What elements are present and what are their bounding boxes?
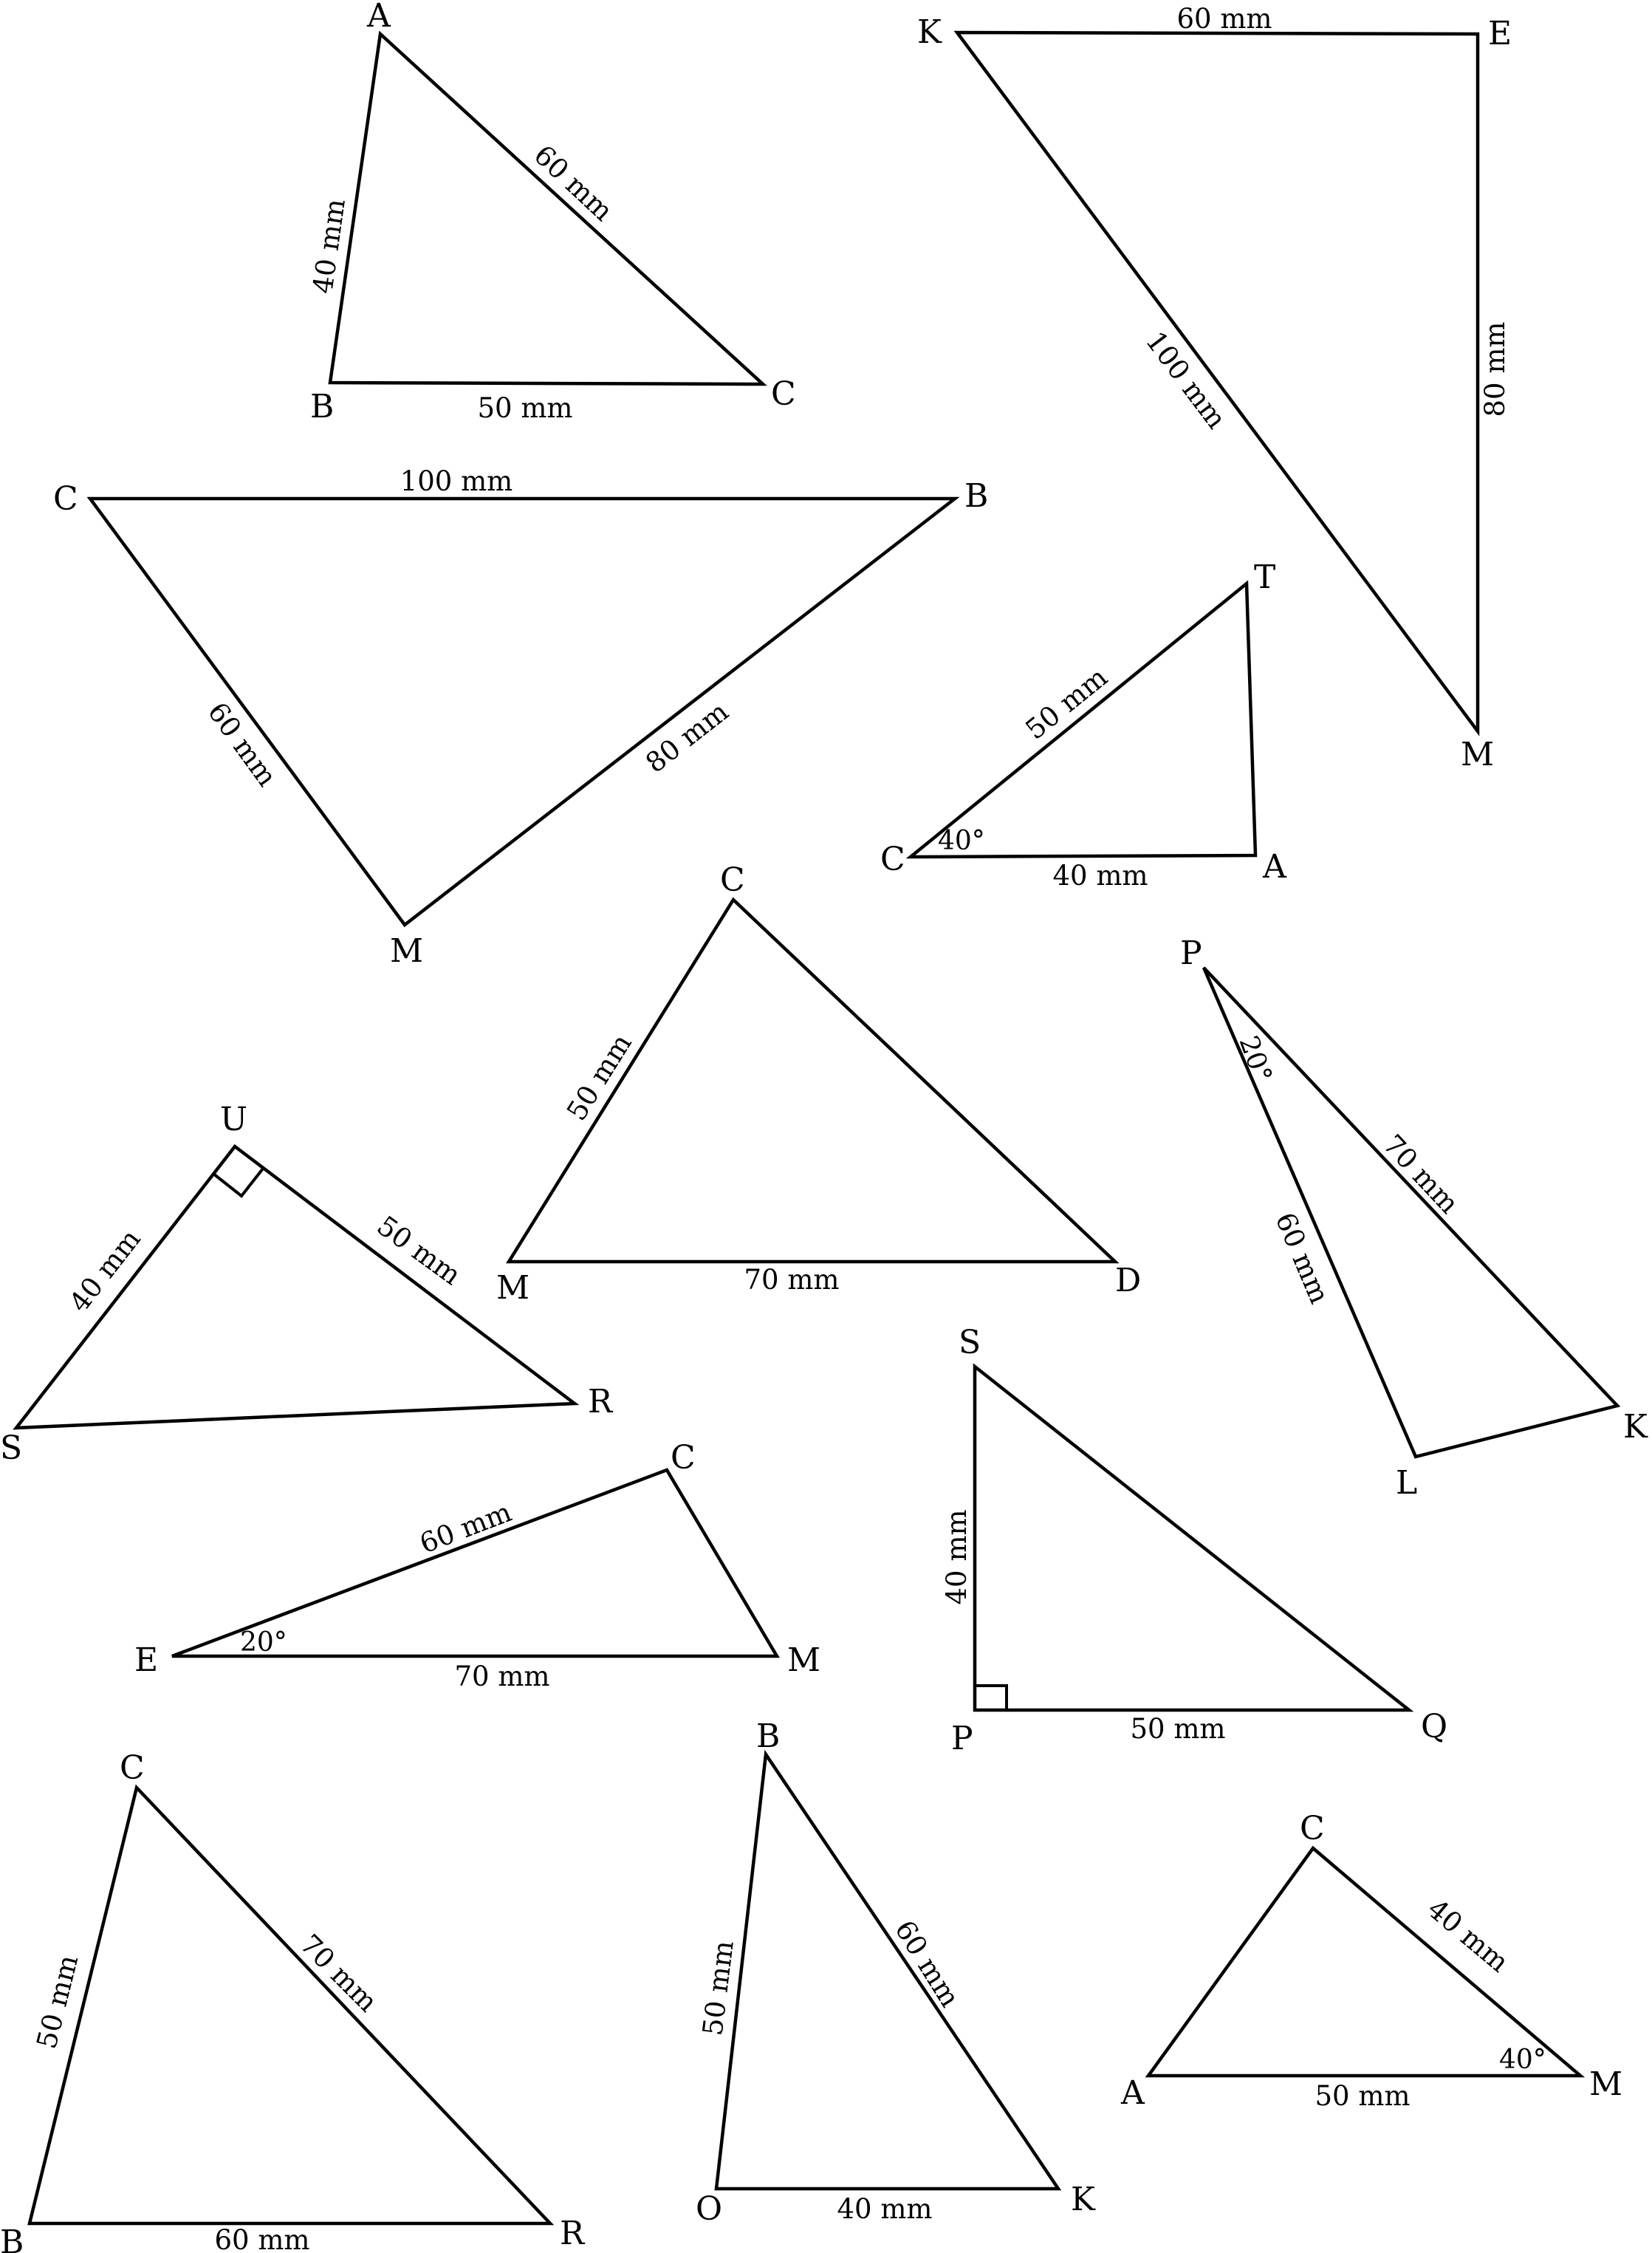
vertex-label: M (787, 1641, 821, 1679)
side-length-label: 50 mm (371, 1209, 467, 1292)
triangle-tca-outline (911, 584, 1255, 857)
vertex-label: C (53, 480, 78, 518)
vertex-label: P (1180, 934, 1202, 972)
angle-label: 20° (1233, 1032, 1278, 1087)
triangle-cbr-outline (30, 1788, 550, 2223)
triangle-spq-outline (975, 1367, 1409, 1710)
side-length-label: 50 mm (696, 1938, 740, 2038)
angle-label: 20° (240, 1627, 287, 1658)
vertex-label: R (588, 1383, 613, 1420)
triangle-cbr (0, 1749, 586, 2253)
right-angle-marker (213, 1169, 263, 1196)
vertex-label: T (1254, 558, 1276, 596)
vertex-label: E (1488, 15, 1512, 52)
side-length-label: 60 mm (1176, 3, 1272, 35)
vertex-label: K (917, 13, 942, 51)
triangle-kem (917, 3, 1512, 773)
vertex-label: R (560, 2215, 585, 2252)
vertex-label: B (0, 2223, 24, 2253)
side-length-label: 60 mm (1269, 1208, 1336, 1308)
side-length-label: 50 mm (30, 1952, 85, 2052)
side-length-label: 70 mm (294, 1928, 384, 2018)
triangle-bok (696, 1717, 1096, 2228)
triangle-kem-outline (957, 33, 1478, 731)
vertex-label: K (1071, 2181, 1095, 2218)
side-length-label: 40 mm (837, 2193, 933, 2225)
side-length-label: 60 mm (888, 1915, 967, 2013)
side-length-label: 60 mm (214, 2224, 310, 2253)
vertex-label: M (496, 1269, 530, 1307)
triangle-cbm (53, 465, 988, 970)
vertex-label: C (120, 1749, 145, 1787)
side-length-label: 70 mm (744, 1264, 840, 1296)
vertex-label: C (671, 1439, 696, 1477)
triangle-plk (1180, 934, 1648, 1502)
side-length-label: 50 mm (1315, 2080, 1411, 2112)
side-length-label: 50 mm (1130, 1713, 1226, 1745)
vertex-label: C (1300, 1810, 1325, 1847)
triangle-plk-outline (1204, 968, 1617, 1457)
vertex-label: E (134, 1641, 159, 1679)
triangle-cam-outline (1148, 1848, 1580, 2076)
vertex-label: C (880, 841, 905, 878)
vertex-label: C (720, 861, 745, 899)
vertex-label: A (1121, 2074, 1145, 2112)
vertex-label: S (0, 1429, 23, 1467)
right-angle-marker (975, 1686, 1007, 1710)
vertex-label: L (1396, 1464, 1418, 1502)
vertex-label: B (964, 477, 989, 515)
triangle-spq (941, 1324, 1447, 1757)
vertex-label: P (951, 1720, 973, 1757)
vertex-label: A (1263, 848, 1286, 886)
triangle-abc-outline (330, 34, 763, 384)
vertex-label: Q (1421, 1708, 1448, 1746)
side-length-label: 40 mm (306, 196, 352, 296)
angle-label: 40° (1499, 2045, 1546, 2075)
vertex-label: D (1115, 1262, 1142, 1299)
triangle-cem (134, 1439, 820, 1692)
triangle-bok-outline (716, 1754, 1058, 2189)
triangle-cam (1120, 1810, 1622, 2112)
vertex-label: S (959, 1324, 981, 1361)
triangle-cmd (496, 861, 1141, 1307)
side-length-label: 80 mm (640, 695, 735, 779)
vertex-label: M (1589, 2065, 1623, 2103)
side-length-label: 50 mm (477, 392, 573, 424)
side-length-label: 60 mm (527, 139, 620, 228)
side-length-label: 80 mm (1479, 321, 1511, 417)
side-length-label: 50 mm (1019, 660, 1114, 746)
side-length-label: 40 mm (1052, 860, 1148, 892)
side-length-label: 60 mm (415, 1496, 516, 1560)
side-length-label: 100 mm (400, 465, 513, 497)
side-length-label: 70 mm (1377, 1128, 1465, 1220)
vertex-label: O (696, 2190, 723, 2228)
vertex-label: B (310, 388, 335, 425)
vertex-label: M (390, 932, 424, 970)
side-length-label: 40 mm (941, 1509, 973, 1605)
side-length-label: 70 mm (454, 1661, 550, 1692)
side-length-label: 50 mm (560, 1028, 638, 1126)
vertex-label: C (771, 375, 796, 413)
vertex-label: A (367, 0, 391, 35)
triangle-tca (880, 558, 1287, 892)
vertex-label: B (756, 1717, 781, 1755)
vertex-label: K (1623, 1408, 1648, 1446)
vertex-label: M (1461, 736, 1495, 773)
side-length-label: 100 mm (1139, 325, 1233, 435)
side-length-label: 40 mm (63, 1223, 147, 1319)
vertex-label: U (220, 1101, 248, 1138)
side-length-label: 40 mm (1421, 1893, 1515, 1979)
angle-label: 40° (938, 826, 985, 856)
triangle-abc-top (306, 0, 795, 425)
side-length-label: 60 mm (201, 696, 284, 793)
